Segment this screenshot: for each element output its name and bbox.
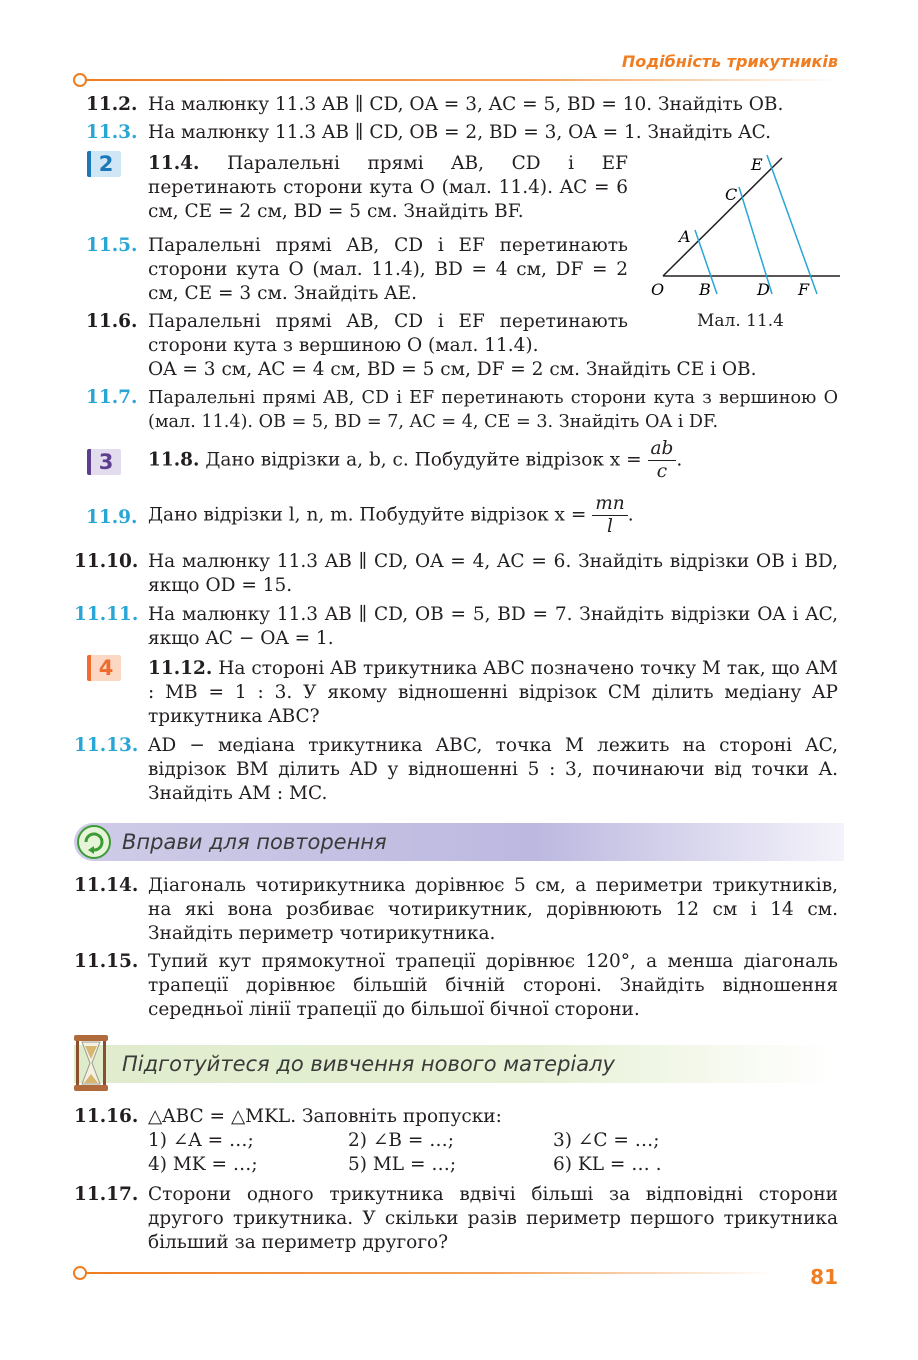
problem-number: 11.4. bbox=[148, 153, 200, 174]
problem-text: Дано відрізки a, b, c. Побудуйте відрізок x = bbox=[205, 449, 642, 471]
fraction-tail: . bbox=[676, 449, 683, 471]
blank-item: 4) MK = …; bbox=[148, 1154, 258, 1175]
fraction bbox=[592, 493, 627, 538]
header-rule bbox=[85, 79, 840, 81]
problem-text: На стороні AB трикутника ABC позначено точку M так, що AM : MB = 1 : 3. У якому відношенні відрізок CM ділить медіану AP трикутника ABC? bbox=[148, 658, 838, 727]
problem-number: 11.16. bbox=[74, 1106, 139, 1127]
figure-label-f: F bbox=[798, 280, 810, 299]
section-review-header bbox=[74, 823, 844, 861]
problem-number: 11.13. bbox=[74, 735, 139, 756]
problem-text: На малюнку 11.3 AB ∥ CD, OA = 3, AC = 5, BD = 10. Знайдіть OB. bbox=[148, 94, 784, 115]
figure-label-b: B bbox=[699, 280, 711, 299]
hourglass-icon bbox=[72, 1034, 110, 1092]
figure-label-o: O bbox=[651, 280, 665, 299]
problem-number: 11.11. bbox=[74, 604, 139, 625]
problem-number: 11.3. bbox=[86, 122, 138, 143]
problem-number: 11.2. bbox=[86, 94, 138, 115]
fill-blanks-grid bbox=[148, 1129, 708, 1177]
figure-label-a: A bbox=[679, 227, 691, 246]
problem-number: 11.9. bbox=[86, 507, 138, 528]
problem-text: Паралельні прямі AB, CD і EF перетинають сторони кута з вершиною O (мал. 11.4). OB = 5, BD = 7, AC = 4, CE = 3. Знайдіть OA і DF. bbox=[148, 388, 838, 432]
difficulty-level-3-badge: 3 bbox=[87, 449, 121, 475]
figure-line-ef bbox=[767, 155, 817, 294]
figure-caption: Мал. 11.4 bbox=[697, 311, 785, 331]
figure-ray-oe bbox=[663, 158, 782, 276]
blank-item: 6) KL = … . bbox=[553, 1154, 662, 1175]
problem-number: 11.8. bbox=[148, 449, 200, 471]
problem-number: 11.15. bbox=[74, 951, 139, 972]
page-number: 81 bbox=[810, 1265, 838, 1289]
problem-number: 11.12. bbox=[148, 658, 213, 679]
problem-11-8 bbox=[148, 438, 838, 483]
difficulty-level-2-badge: 2 bbox=[87, 151, 121, 177]
problem-number: 11.5. bbox=[86, 235, 138, 256]
problem-text: Діагональ чотирикутника дорівнює 5 см, а периметри трикутників, на які вона розбиває чотирикутник, дорівнюють 12 см і 14 см. Знайдіть периметр чотирикутника. bbox=[148, 875, 838, 944]
problem-text: Паралельні прямі AB, CD і EF перетинають сторони кута O (мал. 11.4). AC = 6 см, CE = 2 см, BD = 5 см. Знайдіть BF. bbox=[148, 153, 628, 222]
blank-item: 5) ML = …; bbox=[348, 1154, 457, 1175]
problem-number: 11.7. bbox=[86, 387, 138, 408]
problem-text: Паралельні прямі AB, CD і EF перетинають сторони кута O (мал. 11.4), BD = 4 см, DF = 2 см, CE = 3 см. Знайдіть AE. bbox=[148, 235, 628, 304]
problem-text: △ABC = △MKL. Заповніть пропуски: bbox=[148, 1106, 502, 1127]
fraction-denominator: c bbox=[656, 461, 668, 482]
problem-11-9 bbox=[148, 493, 838, 538]
figure-label-c: C bbox=[725, 185, 738, 204]
problem-11-12 bbox=[148, 657, 838, 729]
figure-line-cd bbox=[739, 187, 772, 294]
problem-text: Тупий кут прямокутної трапеції дорівнює 120°, а менша діагональ трапеції дорівнює більшій бічній стороні. Знайдіть відношення середньої лінії трапеції до більшої бічної сторони. bbox=[148, 951, 838, 1020]
figure-label-e: E bbox=[751, 155, 763, 174]
difficulty-level-4-badge: 4 bbox=[87, 655, 121, 681]
blank-item: 2) ∠B = …; bbox=[348, 1130, 454, 1151]
section-title: Підготуйтеся до вивчення нового матеріалу bbox=[122, 1052, 615, 1076]
problem-number: 11.6. bbox=[86, 311, 138, 332]
blank-item: 1) ∠A = …; bbox=[148, 1130, 254, 1151]
problem-text: На малюнку 11.3 AB ∥ CD, OA = 4, AC = 6. Знайдіть відрізки OB і BD, якщо OD = 15. bbox=[148, 551, 838, 596]
fraction-numerator: mn bbox=[592, 493, 627, 516]
problem-text: Паралельні прямі AB, CD і EF перетинають сторони кута з вершиною O (мал. 11.4). bbox=[148, 311, 628, 356]
problem-text: Сторони одного трикутника вдвічі більші за відповідні сторони другого трикутника. У скільки разів периметр першого трикутника більший за периметр другого? bbox=[148, 1184, 838, 1253]
problem-text-continued: OA = 3 см, AC = 4 см, BD = 5 см, DF = 2 см. Знайдіть CE і OB. bbox=[148, 359, 757, 380]
problem-text: AD − медіана трикутника ABC, точка M лежить на стороні AC, відрізок BM ділить AD у відношенні 5 : 3, починаючи від точки A. Знайдіть AM : MC. bbox=[148, 735, 838, 804]
fraction bbox=[648, 438, 677, 483]
fraction-tail: . bbox=[627, 504, 634, 526]
running-header: Подібність трикутників bbox=[621, 52, 838, 71]
problem-number: 11.10. bbox=[74, 551, 139, 572]
problem-text: Дано відрізки l, n, m. Побудуйте відрізок x = bbox=[148, 504, 587, 526]
problem-text: На малюнку 11.3 AB ∥ CD, OB = 5, BD = 7. Знайдіть відрізки OA і AC, якщо AC − OA = 1. bbox=[148, 604, 838, 649]
problem-number: 11.17. bbox=[74, 1184, 139, 1205]
section-title: Вправи для повторення bbox=[122, 830, 387, 854]
cycle-icon bbox=[76, 824, 112, 860]
section-prepare-header bbox=[74, 1045, 834, 1083]
figure-11-4 bbox=[645, 150, 845, 310]
problem-11-4 bbox=[148, 152, 628, 224]
problem-number: 11.14. bbox=[74, 875, 139, 896]
blank-item: 3) ∠C = …; bbox=[553, 1130, 660, 1151]
figure-label-d: D bbox=[757, 280, 770, 299]
fraction-numerator: ab bbox=[648, 438, 677, 461]
footer-rule bbox=[85, 1272, 775, 1274]
fraction-denominator: l bbox=[607, 516, 613, 537]
problem-text: На малюнку 11.3 AB ∥ CD, OB = 2, BD = 3, OA = 1. Знайдіть AC. bbox=[148, 122, 771, 143]
